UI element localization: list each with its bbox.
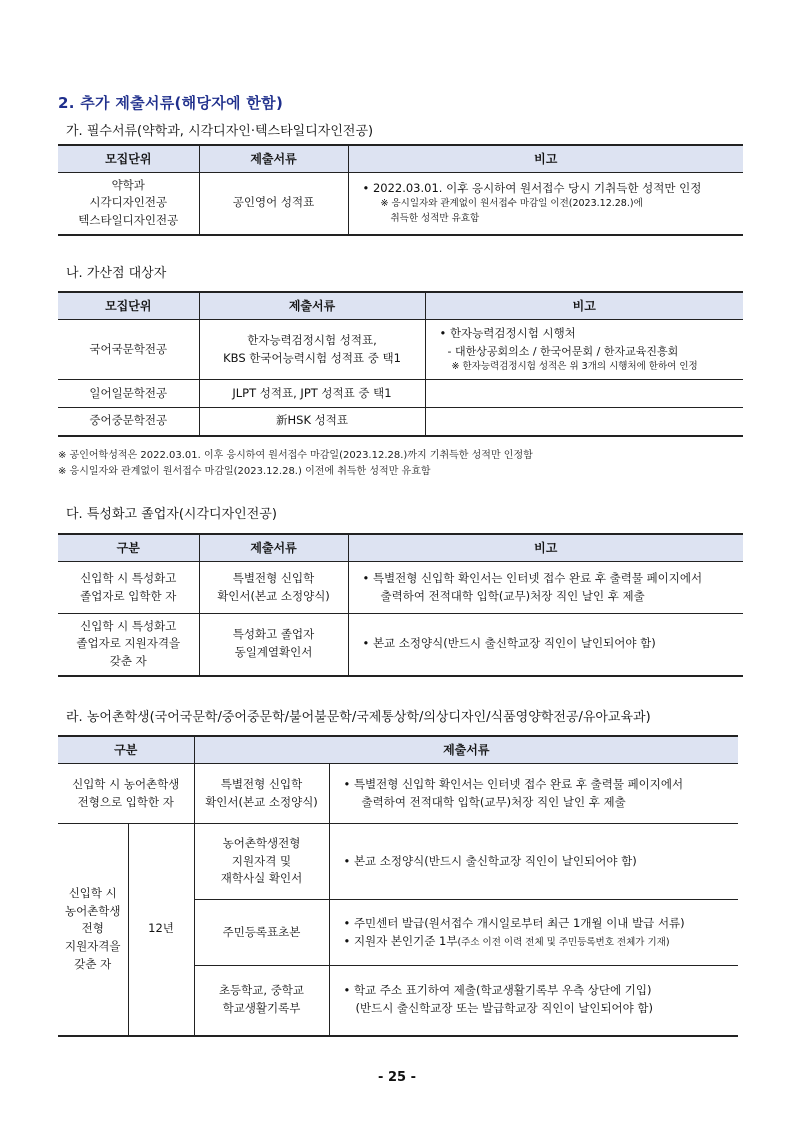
document-cell: 초등학교, 중학교 학교생활기록부 bbox=[194, 966, 329, 1036]
note-cell: • 특별전형 신입학 확인서는 인터넷 접수 완료 후 출력물 페이지에서 출력하여 전적대학 입학(교무)처장 직인 날인 후 제출 bbox=[348, 562, 743, 614]
unit-cell: 국어국문학전공 bbox=[58, 320, 199, 380]
type-cell: 신입학 시 농어촌학생 전형 지원자격을 갖춘 자 bbox=[58, 824, 128, 1036]
document-cell: 공인영어 성적표 bbox=[199, 173, 348, 235]
document-cell: 특성화고 졸업자 동일계열확인서 bbox=[199, 614, 348, 676]
col-header: 제출서류 bbox=[199, 534, 348, 562]
col-header: 비고 bbox=[348, 534, 743, 562]
document-cell: 주민등록표초본 bbox=[194, 900, 329, 966]
type-cell: 신입학 시 특성화고 졸업자로 입학한 자 bbox=[58, 562, 199, 614]
note-cell: • 2022.03.01. 이후 응시하여 원서접수 당시 기취득한 성적만 인정 ※ 응시일자와 관계없이 원서접수 마감일 이전(2023.12.28.)에 취득한 성적만 유효함 bbox=[348, 173, 743, 235]
document-cell: 농어촌학생전형 지원자격 및 재학사실 확인서 bbox=[194, 824, 329, 900]
heading-ra: 라. 농어촌학생(국어국문학/중어중문학/불어불문학/국제통상학/의상디자인/식품영양학전공/유아교육과) bbox=[66, 710, 651, 725]
col-header: 구분 bbox=[58, 534, 199, 562]
unit-cell: 중어중문학전공 bbox=[58, 408, 199, 436]
col-header: 비고 bbox=[425, 292, 743, 320]
document-cell: 한자능력검정시험 성적표, KBS 한국어능력시험 성적표 중 택1 bbox=[199, 320, 425, 380]
type-cell: 신입학 시 특성화고 졸업자로 지원자격을 갖춘 자 bbox=[58, 614, 199, 676]
table-specialized bbox=[58, 533, 743, 677]
type-cell: 신입학 시 농어촌학생 전형으로 입학한 자 bbox=[58, 764, 194, 824]
col-header: 구분 bbox=[58, 736, 194, 764]
heading-na: 나. 가산점 대상자 bbox=[66, 266, 167, 281]
note-cell bbox=[425, 380, 743, 408]
table-rural bbox=[58, 735, 738, 1037]
note-cell bbox=[425, 408, 743, 436]
note-cell: • 본교 소정양식(반드시 출신학교장 직인이 날인되어야 함) bbox=[348, 614, 743, 676]
section-title: 2. 추가 제출서류(해당자에 한함) bbox=[58, 94, 284, 112]
note-cell: • 특별전형 신입학 확인서는 인터넷 접수 완료 후 출력물 페이지에서 출력하여 전적대학 입학(교무)처장 직인 날인 후 제출 bbox=[329, 764, 738, 824]
col-header: 제출서류 bbox=[199, 145, 348, 173]
col-header: 제출서류 bbox=[194, 736, 738, 764]
document-cell: 특별전형 신입학 확인서(본교 소정양식) bbox=[194, 764, 329, 824]
note-cell: • 본교 소정양식(반드시 출신학교장 직인이 날인되어야 함) bbox=[329, 824, 738, 900]
document-cell: 특별전형 신입학 확인서(본교 소정양식) bbox=[199, 562, 348, 614]
heading-ga: 가. 필수서류(약학과, 시각디자인·텍스타일디자인전공) bbox=[66, 124, 374, 139]
col-header: 비고 bbox=[348, 145, 743, 173]
table-required-docs bbox=[58, 144, 743, 236]
document-cell: JLPT 성적표, JPT 성적표 중 택1 bbox=[199, 380, 425, 408]
page-number: - 25 - bbox=[378, 1070, 416, 1085]
years-cell: 12년 bbox=[128, 824, 194, 1036]
heading-da: 다. 특성화고 졸업자(시각디자인전공) bbox=[66, 507, 277, 522]
note-cell: • 주민센터 발급(원서접수 개시일로부터 최근 1개월 이내 발급 서류) • 지원자 본인기준 1부(주소 이전 이력 전체 및 주민등록번호 전체가 기재) bbox=[329, 900, 738, 966]
col-header: 모집단위 bbox=[58, 145, 199, 173]
footnote: ※ 응시일자와 관계없이 원서접수 마감일(2023.12.28.) 이전에 취득한 성적만 유효함 bbox=[58, 466, 431, 477]
document-cell: 新HSK 성적표 bbox=[199, 408, 425, 436]
col-header: 모집단위 bbox=[58, 292, 199, 320]
unit-cell: 약학과 시각디자인전공 텍스타일디자인전공 bbox=[58, 173, 199, 235]
note-cell: • 한자능력검정시험 시행처 - 대한상공회의소 / 한국어문회 / 한자교육진흥회 ※ 한자능력검정시험 성적은 위 3개의 시행처에 한하여 인정 bbox=[425, 320, 743, 380]
footnote: ※ 공인어학성적은 2022.03.01. 이후 응시하여 원서접수 마감일(2023.12.28.)까지 기취득한 성적만 인정함 bbox=[58, 450, 533, 461]
unit-cell: 일어일문학전공 bbox=[58, 380, 199, 408]
table-bonus bbox=[58, 291, 743, 437]
note-cell: • 학교 주소 표기하여 제출(학교생활기록부 우측 상단에 기입) (반드시 출신학교장 또는 발급학교장 직인이 날인되어야 함) bbox=[329, 966, 738, 1036]
col-header: 제출서류 bbox=[199, 292, 425, 320]
